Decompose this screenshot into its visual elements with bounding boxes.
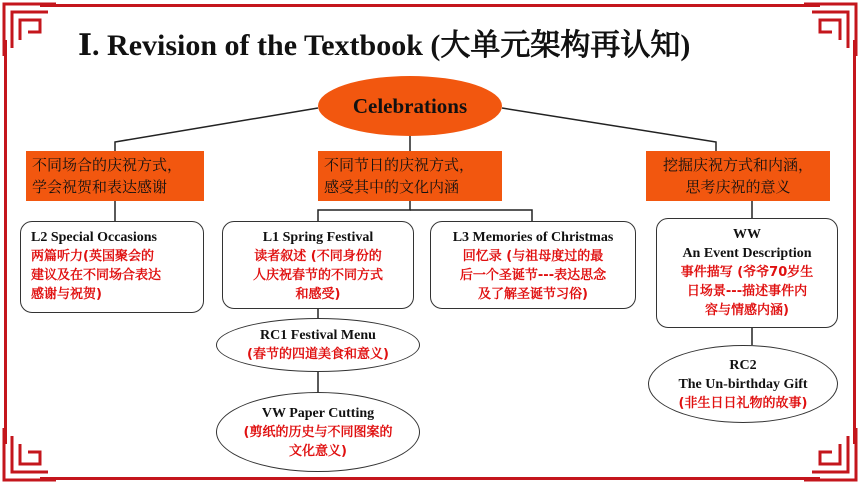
- category-occasions: [26, 151, 204, 201]
- lesson-rc1-title: RC1 Festival Menu: [260, 328, 376, 343]
- category-festivals: [318, 151, 502, 201]
- lesson-l1-desc1: 读者叙述 (不同身份的: [254, 249, 382, 264]
- lesson-ww-desc1: 事件描写 (爷爷70岁生: [680, 265, 814, 280]
- category-occasions-line2: 学会祝贺和表达感谢: [32, 178, 168, 196]
- lesson-l3-desc3: 及了解圣诞节习俗): [478, 287, 588, 302]
- lesson-l1-box: [222, 221, 414, 309]
- lesson-ww-box: [656, 218, 838, 328]
- page-title: Ⅰ. Revision of the Textbook (大单元架构再认知): [78, 29, 691, 62]
- lesson-l1-title: L1 Spring Festival: [262, 230, 374, 245]
- lesson-vw-title: VW Paper Cutting: [261, 405, 375, 421]
- lesson-l1-desc3: 和感受): [295, 287, 341, 302]
- category-occasions-line1: 不同场合的庆祝方式，: [32, 156, 183, 174]
- lesson-vw-oval: [216, 392, 420, 472]
- lesson-l2-title: L2 Special Occasions: [31, 230, 158, 245]
- lesson-l2-desc1: 两篇听力(英国聚会的: [31, 249, 154, 264]
- lesson-rc2-oval: [648, 345, 838, 423]
- category-festivals-line2: 感受其中的文化内涵: [324, 178, 460, 196]
- lesson-l1-desc2: 人庆祝春节的不同方式: [252, 268, 383, 283]
- lesson-l2-desc2: 建议及在不同场合表达: [31, 268, 162, 283]
- lesson-vw-desc1: (剪纸的历史与不同图案的: [243, 424, 393, 440]
- lesson-l3-title: L3 Memories of Christmas: [452, 230, 614, 245]
- lesson-l2-desc3: 感谢与祝贺): [31, 287, 102, 302]
- lesson-l3-desc1: 回忆录 (与祖母度过的最: [462, 249, 604, 264]
- lesson-rc1-oval: [216, 318, 420, 372]
- lesson-ww-desc3: 容与情感内涵): [705, 303, 789, 318]
- lesson-ww-title1: WW: [733, 227, 761, 242]
- lesson-rc1-desc1: (春节的四道美食和意义): [247, 347, 389, 362]
- lesson-l3-box: [430, 221, 636, 309]
- lesson-ww-title2: An Event Description: [682, 246, 812, 261]
- central-topic-node: Celebrations: [318, 76, 502, 136]
- category-festivals-line1: 不同节日的庆祝方式，: [324, 156, 475, 174]
- lesson-l3-desc2: 后一个圣诞节---表达思念: [459, 268, 607, 283]
- lesson-rc2-title1: RC2: [729, 357, 757, 373]
- category-meaning: [646, 151, 830, 201]
- category-meaning-line1: 挖掘庆祝方式和内涵，: [662, 156, 813, 174]
- lesson-vw-desc2: 文化意义): [289, 443, 347, 459]
- lesson-ww-desc2: 日场景---描述事件内: [686, 284, 808, 299]
- lesson-rc2-title2: The Un-birthday Gift: [678, 376, 808, 392]
- lesson-rc2-desc1: (非生日日礼物的故事): [678, 395, 808, 411]
- lesson-l2-box: [20, 221, 204, 313]
- category-meaning-line2: 思考庆祝的意义: [685, 178, 791, 196]
